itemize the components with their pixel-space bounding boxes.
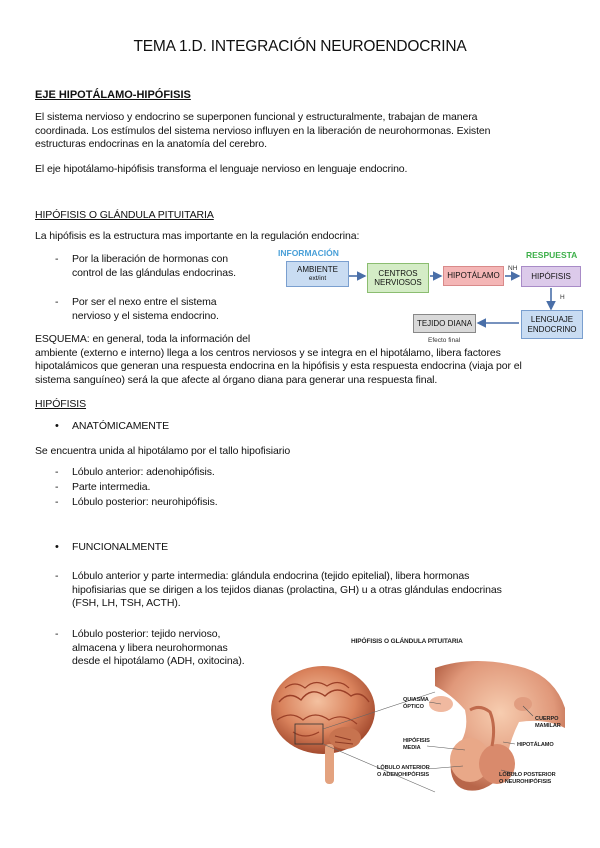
- bullet-text: ANATÓMICAMENTE: [72, 420, 169, 432]
- label-line: HIPÓFISIS: [403, 738, 430, 744]
- efecto-label: Efecto final: [428, 337, 461, 344]
- box-centros: [367, 263, 429, 293]
- response-label: RESPUESTA: [526, 250, 578, 260]
- paragraph-line: sistema sanguíneo) será la que afecte al órgano diana para generar una respuesta final.: [35, 373, 438, 386]
- list-item-line: desde el hipotálamo (ADH, oxitocina).: [72, 655, 245, 667]
- dash-marker: -: [55, 628, 59, 640]
- list-item-line: Por la liberación de hormonas con: [72, 253, 229, 265]
- paragraph-intro: [35, 111, 490, 152]
- list-item-line: (FSH, LH, TSH, ACTH).: [72, 597, 181, 609]
- paragraph-line: coordinada. Los estímulos del sistema nervioso influyen en la liberación de neurohormonas. Existen: [35, 124, 491, 137]
- label-hipofisis-media: [403, 738, 430, 752]
- dash-marker: -: [55, 570, 59, 582]
- bullet-text: FUNCIONALMENTE: [72, 541, 169, 553]
- paragraph-line: El sistema nervioso y endocrino se superponen funcional y estructuralmente, trabajan de manera: [35, 111, 478, 123]
- label-line: ÓPTICO: [403, 703, 424, 710]
- list-item-line: Lóbulo posterior: tejido nervioso,: [72, 628, 221, 640]
- label-line: O ADENOHIPÓFISIS: [377, 771, 429, 778]
- box-tejido-diana: TEJIDO DIANA: [413, 314, 476, 333]
- list-item-line: hipofisiarias que se dirigen a los tejidos dianas (prolactina, GH) u a otras glándulas endocrinas: [72, 583, 502, 596]
- flow-diagram: [276, 246, 586, 346]
- box-line: LENGUAJE: [530, 315, 574, 324]
- list-item-line: almacena y libera neurohormonas: [72, 641, 228, 654]
- section-heading-hipofisis: HIPÓFISIS: [35, 398, 87, 410]
- box-line: ENDOCRINO: [527, 324, 577, 334]
- label-line: CUERPO: [535, 716, 559, 722]
- list-item-line: nervioso y el sistema endocrino.: [72, 309, 219, 322]
- label-lobulo-posterior: [499, 772, 556, 786]
- label-line: QUIASMA: [403, 697, 429, 703]
- dash-marker: -: [55, 253, 59, 265]
- paragraph-eje: El eje hipotálamo-hipófisis transforma el lenguaje nervioso en lenguaje endocrino.: [35, 163, 408, 175]
- bullet-funcionalmente: [55, 541, 169, 555]
- list-item-line: Por ser el nexo entre el sistema: [72, 296, 217, 308]
- label-line: LÓBULO ANTERIOR: [377, 765, 430, 771]
- label-line: MAMILAR: [535, 722, 561, 729]
- label-quiasma: [403, 697, 429, 711]
- bullet-marker: •: [55, 420, 59, 432]
- pituitary-figure: [265, 632, 580, 810]
- paragraph-line: estructuras endocrinas en la anatomía del cerebro.: [35, 138, 267, 150]
- list-item-text: Lóbulo anterior: adenohipófisis.: [72, 466, 215, 478]
- paragraph-line: ESQUEMA: en general, toda la información del: [35, 333, 251, 345]
- box-line: ext/int: [308, 275, 327, 282]
- label-line: MEDIA: [403, 744, 421, 751]
- section-heading-eje: EJE HIPOTÁLAMO-HIPÓFISIS: [35, 89, 191, 101]
- list-item-line: Lóbulo anterior y parte intermedia: glándula endocrina (tejido epitelial), libera hormonas: [72, 570, 470, 582]
- box-ambiente: [286, 261, 349, 287]
- label-line: O NEUROHIPÓFISIS: [499, 778, 552, 785]
- box-line: AMBIENTE: [297, 264, 338, 274]
- list-item-text: Lóbulo posterior: neurohipófisis.: [72, 496, 218, 508]
- label-hipotalamo: HIPOTÁLAMO: [517, 742, 554, 748]
- box-hipofisis: HIPÓFISIS: [521, 266, 581, 287]
- dash-marker: -: [55, 466, 59, 478]
- bullet-marker: •: [55, 541, 59, 553]
- box-line: NERVIOSOS: [374, 278, 422, 287]
- dash-marker: -: [55, 296, 59, 308]
- h-label: H: [560, 294, 565, 301]
- label-cuerpo-mamilar: [535, 716, 561, 730]
- paragraph-line: hipotalámicos que generan una respuesta endocrina en la hipófisis y esta respuesta endocrina (viaja por el: [35, 360, 522, 372]
- page-title: TEMA 1.D. INTEGRACIÓN NEUROENDOCRINA: [133, 38, 467, 55]
- figure-title: HIPÓFISIS O GLÁNDULA PITUITARIA: [351, 638, 463, 645]
- paragraph-regulacion: La hipófisis es la estructura mas importante en la regulación endocrina:: [35, 230, 360, 242]
- dash-marker: -: [55, 481, 59, 493]
- list-item-line: control de las glándulas endocrinas.: [72, 266, 236, 279]
- box-line: CENTROS: [378, 268, 418, 278]
- section-heading-hipofisis-glandula: HIPÓFISIS O GLÁNDULA PITUITARIA: [35, 209, 214, 221]
- box-hipotalamo: HIPOTÁLAMO: [443, 266, 504, 286]
- nh-label: NH: [508, 265, 518, 272]
- paragraph-tallo: Se encuentra unida al hipotálamo por el tallo hipofisiario: [35, 445, 291, 457]
- paragraph-line: ambiente (externo e interno) llega a los centros nerviosos y se integra en el hipotálamo, libera factores: [35, 346, 501, 359]
- info-label: INFORMACIÓN: [278, 248, 339, 258]
- label-line: LÓBULO POSTERIOR: [499, 772, 556, 778]
- list-item-text: Parte intermedia.: [72, 481, 151, 493]
- box-lenguaje: [521, 310, 583, 339]
- label-lobulo-anterior: [377, 765, 430, 779]
- bullet-anatomicamente: [55, 420, 169, 434]
- dash-marker: -: [55, 496, 59, 508]
